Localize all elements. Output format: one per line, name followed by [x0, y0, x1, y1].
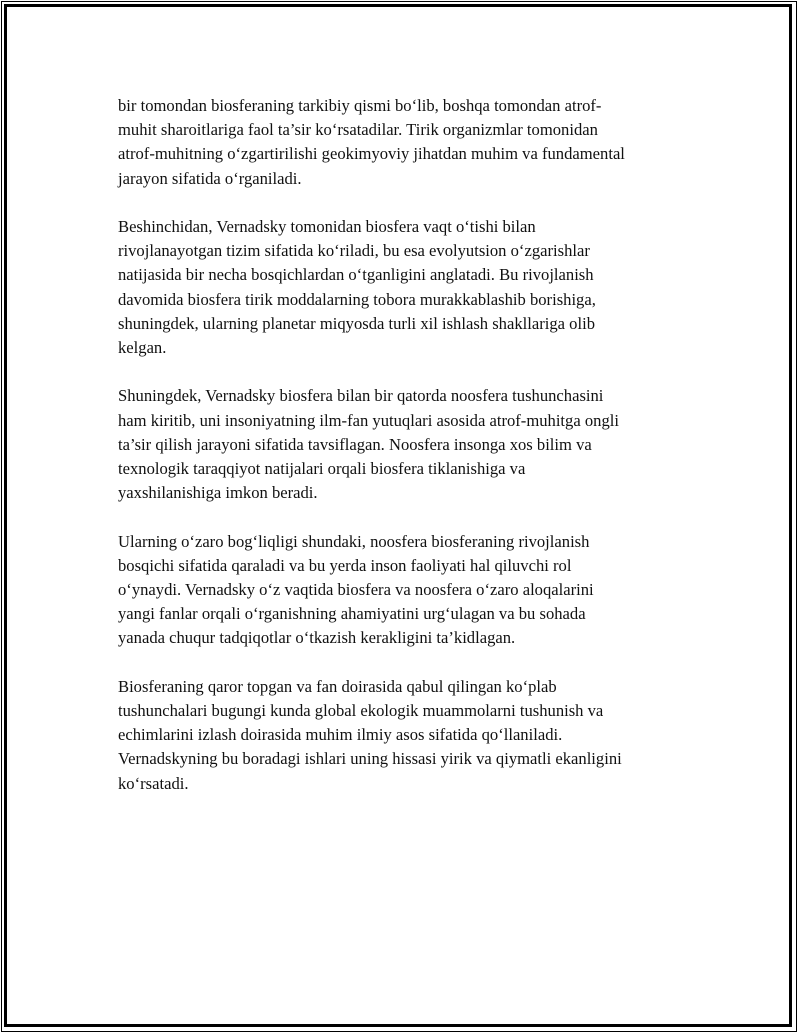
- text-line: ham kiritib, uni insoniyatning ilm-fan yutuqlari asosida atrof-muhitga ongli: [118, 410, 619, 430]
- text-line: rivojlanayotgan tizim sifatida ko‘riladi, bu esa evolyutsion o‘zgarishlar: [118, 241, 590, 261]
- text-line: bir tomondan biosferaning tarkibiy qismi bo‘lib, boshqa tomondan atrof-: [118, 96, 602, 115]
- text-line: natijasida bir necha bosqichlardan o‘tganligini anglatadi. Bu rivojlanish: [118, 265, 594, 285]
- text-line: yangi fanlar orqali o‘rganishning ahamiyatini urg‘ulagan va bu sohada: [118, 604, 586, 624]
- paragraph-2: [118, 215, 688, 360]
- text-line: yanada chuqur tadqiqotlar o‘tkazish kerakligini ta’kidlagan.: [118, 628, 516, 648]
- paragraph-4: [118, 530, 688, 651]
- text-line: yaxshilanishiga imkon beradi.: [118, 483, 318, 503]
- text-line: o‘ynaydi. Vernadsky o‘z vaqtida biosfera va noosfera o‘zaro aloqalarini: [118, 580, 594, 600]
- text-line: tushunchalari bugungi kunda global ekologik muammolarni tushunish va: [118, 701, 604, 721]
- paragraph-5: [118, 675, 688, 796]
- text-line: ko‘rsatadi.: [118, 773, 189, 793]
- text-line: ta’sir qilish jarayoni sifatida tavsiflagan. Noosfera insonga xos bilim va: [118, 434, 592, 454]
- text-line: muhit sharoitlariga faol ta’sir ko‘rsatadilar. Tirik organizmlar tomonidan: [118, 120, 598, 140]
- text-line: atrof-muhitning o‘zgartirilishi geokimyoviy jihatdan muhim va fundamental: [118, 144, 625, 164]
- text-line: texnologik taraqqiyot natijalari orqali biosfera tiklanishiga va: [118, 459, 526, 479]
- text-line: Ularning o‘zaro bog‘liqligi shundaki, noosfera biosferaning rivojlanish: [118, 531, 590, 551]
- text-line: echimlarini izlash doirasida muhim ilmiy asos sifatida qo‘llaniladi.: [118, 725, 563, 745]
- document-body: [118, 94, 688, 820]
- paragraph-1: [118, 94, 688, 191]
- text-line: Shuningdek, Vernadsky biosfera bilan bir qatorda noosfera tushunchasini: [118, 386, 604, 406]
- text-line: Biosferaning qaror topgan va fan doirasida qabul qilingan ko‘plab: [118, 676, 557, 696]
- text-line: Beshinchidan, Vernadsky tomonidan biosfera vaqt o‘tishi bilan: [118, 217, 536, 236]
- paragraph-3: [118, 384, 688, 505]
- text-line: bosqichi sifatida qaraladi va bu yerda inson faoliyati hal qiluvchi rol: [118, 555, 572, 575]
- text-line: Vernadskyning bu boradagi ishlari uning hissasi yirik va qiymatli ekanligini: [118, 749, 622, 769]
- text-line: jarayon sifatida o‘rganiladi.: [118, 168, 302, 188]
- text-line: davomida biosfera tirik moddalarning tobora murakkablashib borishiga,: [118, 289, 596, 309]
- text-line: shuningdek, ularning planetar miqyosda turli xil ishlash shakllariga olib: [118, 313, 595, 333]
- text-line: kelgan.: [118, 338, 167, 358]
